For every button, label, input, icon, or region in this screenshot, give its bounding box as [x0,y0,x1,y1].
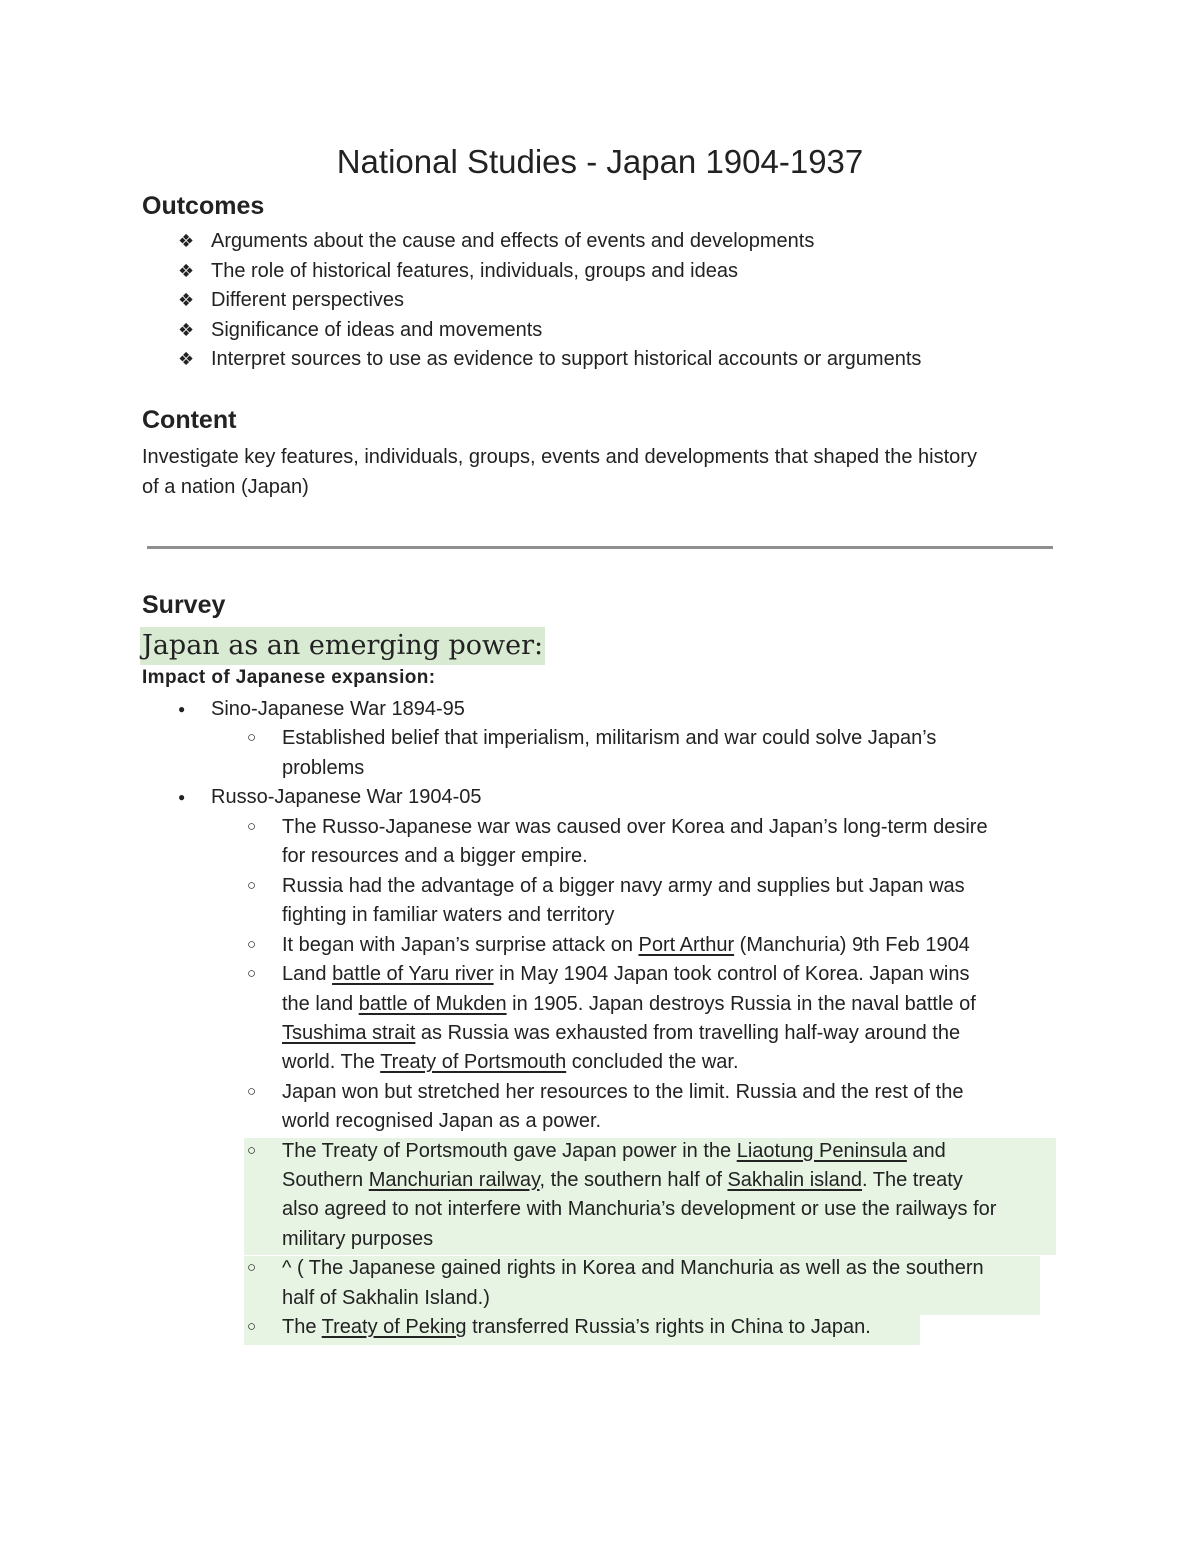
text-run: transferred Russia’s rights in China to Japan. [466,1316,871,1338]
link-sakhalin-island[interactable]: Sakhalin island [727,1169,862,1191]
diamond-bullet-icon: ❖ [178,231,195,251]
link-manchurian-railway[interactable]: Manchurian railway [368,1169,540,1191]
bullet-icon: ● [178,702,186,716]
sub-item-line: also agreed to not interfere with Manchuria’s development or use the railways for [282,1198,997,1220]
sub-item-line [282,1047,739,1077]
text-run: Southern [282,1169,369,1191]
sub-item-line [282,930,970,960]
text-run: It began with Japan’s surprise attack on [282,934,639,956]
sub-item-line [282,959,969,989]
circle-bullet-icon: ○ [247,1083,257,1100]
outcome-item: Arguments about the cause and effects of events and developments [211,230,815,252]
content-heading: Content [142,406,237,434]
link-tsushima-strait[interactable]: Tsushima strait [282,1022,416,1044]
circle-bullet-icon: ○ [247,1259,257,1276]
outcomes-heading: Outcomes [142,192,265,220]
diamond-bullet-icon: ❖ [178,349,195,369]
diamond-bullet-icon: ❖ [178,290,195,310]
circle-bullet-icon: ○ [247,965,257,982]
text-run: The Treaty of Portsmouth gave Japan power in the [282,1140,737,1162]
text-run: . The treaty [861,1169,963,1191]
sub-item-line [282,1312,871,1342]
list-item-sino-war: Sino-Japanese War 1894-95 [211,698,465,720]
circle-bullet-icon: ○ [247,877,257,894]
sub-item-line: fighting in familiar waters and territory [282,904,615,926]
sub-item-line: problems [282,757,365,779]
outcome-item: The role of historical features, individuals, groups and ideas [211,260,738,282]
text-run: The [282,1316,322,1338]
circle-bullet-icon: ○ [247,729,257,746]
sub-item-line: The Russo-Japanese war was caused over Korea and Japan’s long-term desire [282,816,988,838]
text-run: as Russia was exhausted from travelling half-way around the [415,1022,961,1044]
link-liaotung-peninsula[interactable]: Liaotung Peninsula [736,1140,907,1162]
subheading: Impact of Japanese expansion: [142,667,436,688]
outcome-item: Different perspectives [211,289,405,311]
outcome-item: Interpret sources to use as evidence to support historical accounts or arguments [211,348,922,370]
link-battle-mukden[interactable]: battle of Mukden [358,993,507,1015]
content-paragraph [142,442,1062,502]
sub-item-line [282,1018,960,1048]
text-run: world. The [282,1051,381,1073]
sub-item-line: Russia had the advantage of a bigger navy army and supplies but Japan was [282,875,965,897]
content-line: Investigate key features, individuals, groups, events and developments that shaped the history [142,446,977,468]
diamond-bullet-icon: ❖ [178,261,195,281]
list-item-russo-war: Russo-Japanese War 1904-05 [211,786,482,808]
sub-item-line: ^ ( The Japanese gained rights in Korea and Manchuria as well as the southern [282,1257,984,1279]
outcome-item: Significance of ideas and movements [211,319,543,341]
sub-item-line [282,1165,963,1195]
text-run: Land [282,963,333,985]
circle-bullet-icon: ○ [247,1318,257,1335]
link-port-arthur[interactable]: Port Arthur [638,934,735,956]
circle-bullet-icon: ○ [247,1142,257,1159]
bullet-icon: ● [178,790,186,804]
text-run: and [906,1140,946,1162]
diamond-bullet-icon: ❖ [178,320,195,340]
sub-item-line: Japan won but stretched her resources to the limit. Russia and the rest of the [282,1081,964,1103]
text-run: (Manchuria) 9th Feb 1904 [734,934,970,956]
link-battle-yaru-river[interactable]: battle of Yaru river [332,963,494,985]
sub-item-line: world recognised Japan as a power. [282,1110,602,1132]
survey-heading: Survey [142,591,226,619]
text-run: , the southern half of [539,1169,728,1191]
text-run: concluded the war. [566,1051,739,1073]
sub-item-line [282,1136,946,1166]
sub-item-line: half of Sakhalin Island.) [282,1287,490,1309]
sub-item-line: military purposes [282,1228,434,1250]
sub-item-line: Established belief that imperialism, militarism and war could solve Japan’s [282,727,937,749]
circle-bullet-icon: ○ [247,936,257,953]
sub-item-line [282,989,976,1019]
section-title: Japan as an emerging power: [140,627,545,665]
text-run: the land [282,993,359,1015]
horizontal-rule [147,546,1053,549]
link-treaty-portsmouth[interactable]: Treaty of Portsmouth [380,1051,567,1073]
page-title: National Studies - Japan 1904-1937 [336,143,864,180]
link-treaty-peking[interactable]: Treaty of Peking [321,1316,467,1338]
text-run: in 1905. Japan destroys Russia in the naval battle of [506,993,976,1015]
circle-bullet-icon: ○ [247,818,257,835]
sub-item-line: for resources and a bigger empire. [282,845,588,867]
text-run: in May 1904 Japan took control of Korea. Japan wins [493,963,970,985]
content-line: of a nation (Japan) [142,476,309,498]
